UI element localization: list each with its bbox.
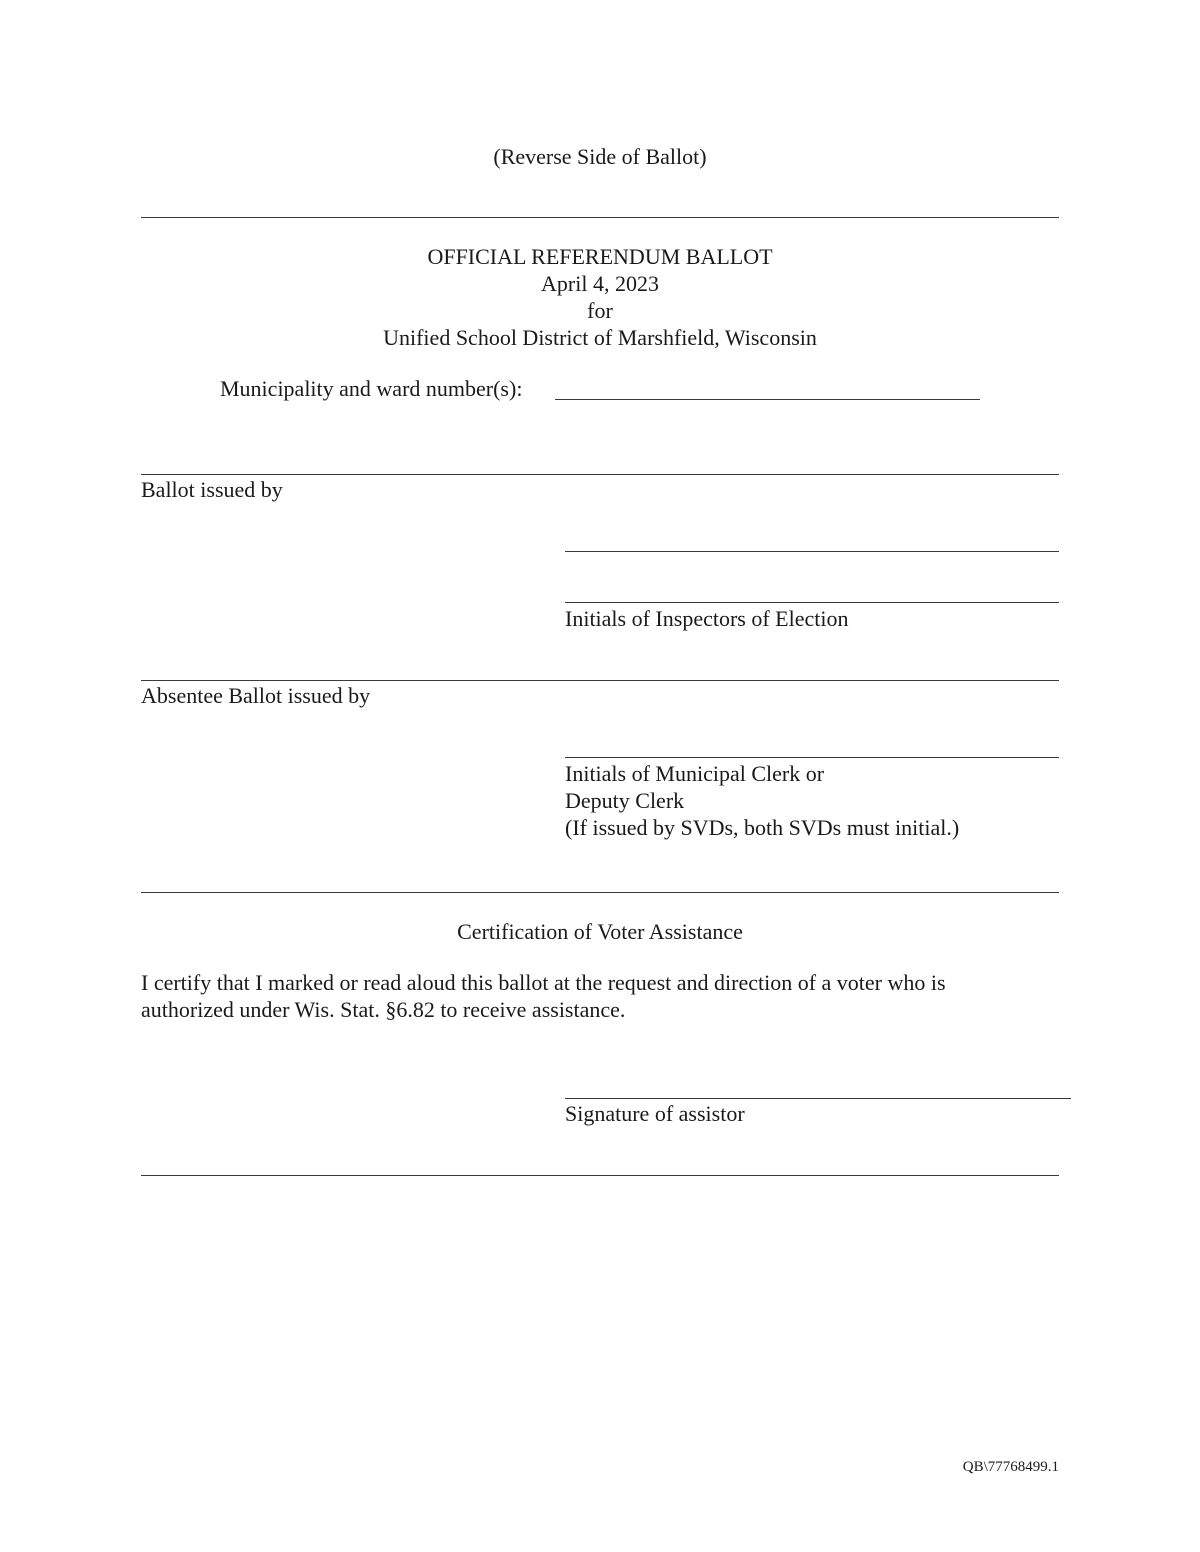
clerk-caption-line-2: Deputy Clerk: [565, 788, 685, 813]
municipality-label: Municipality and ward number(s):: [220, 376, 523, 401]
ballot-date: April 4, 2023: [541, 271, 659, 296]
certification-body-line-2: authorized under Wis. Stat. §6.82 to receive assistance.: [141, 997, 626, 1022]
inspector-initials-line-1[interactable]: [565, 551, 1059, 552]
municipality-field[interactable]: [555, 399, 980, 400]
ballot-for: for: [587, 298, 613, 323]
document-id: QB\77768499.1: [962, 1459, 1059, 1475]
clerk-caption-line-3: (If issued by SVDs, both SVDs must initial.): [565, 815, 960, 840]
certification-body-line-1: I certify that I marked or read aloud this ballot at the request and direction of a voter who is: [141, 970, 946, 995]
divider-bottom: [141, 1175, 1059, 1176]
divider-certification: [141, 892, 1059, 893]
divider-absentee: [141, 680, 1059, 681]
inspector-initials-line-2[interactable]: [565, 602, 1059, 603]
divider-ballot-issued: [141, 474, 1059, 475]
clerk-initials-line[interactable]: [565, 757, 1059, 758]
clerk-caption-line-1: Initials of Municipal Clerk or: [565, 761, 825, 786]
divider-top: [141, 217, 1059, 218]
absentee-label: Absentee Ballot issued by: [141, 683, 371, 708]
ballot-title: OFFICIAL REFERENDUM BALLOT: [427, 244, 773, 269]
certification-heading: Certification of Voter Assistance: [457, 919, 743, 944]
reverse-side-heading: (Reverse Side of Ballot): [493, 144, 707, 169]
ballot-issued-label: Ballot issued by: [141, 477, 283, 502]
assistor-signature-caption: Signature of assistor: [565, 1101, 745, 1126]
inspector-initials-caption: Initials of Inspectors of Election: [565, 606, 849, 631]
ballot-district: Unified School District of Marshfield, Wisconsin: [383, 325, 817, 350]
assistor-signature-line[interactable]: [565, 1098, 1071, 1099]
